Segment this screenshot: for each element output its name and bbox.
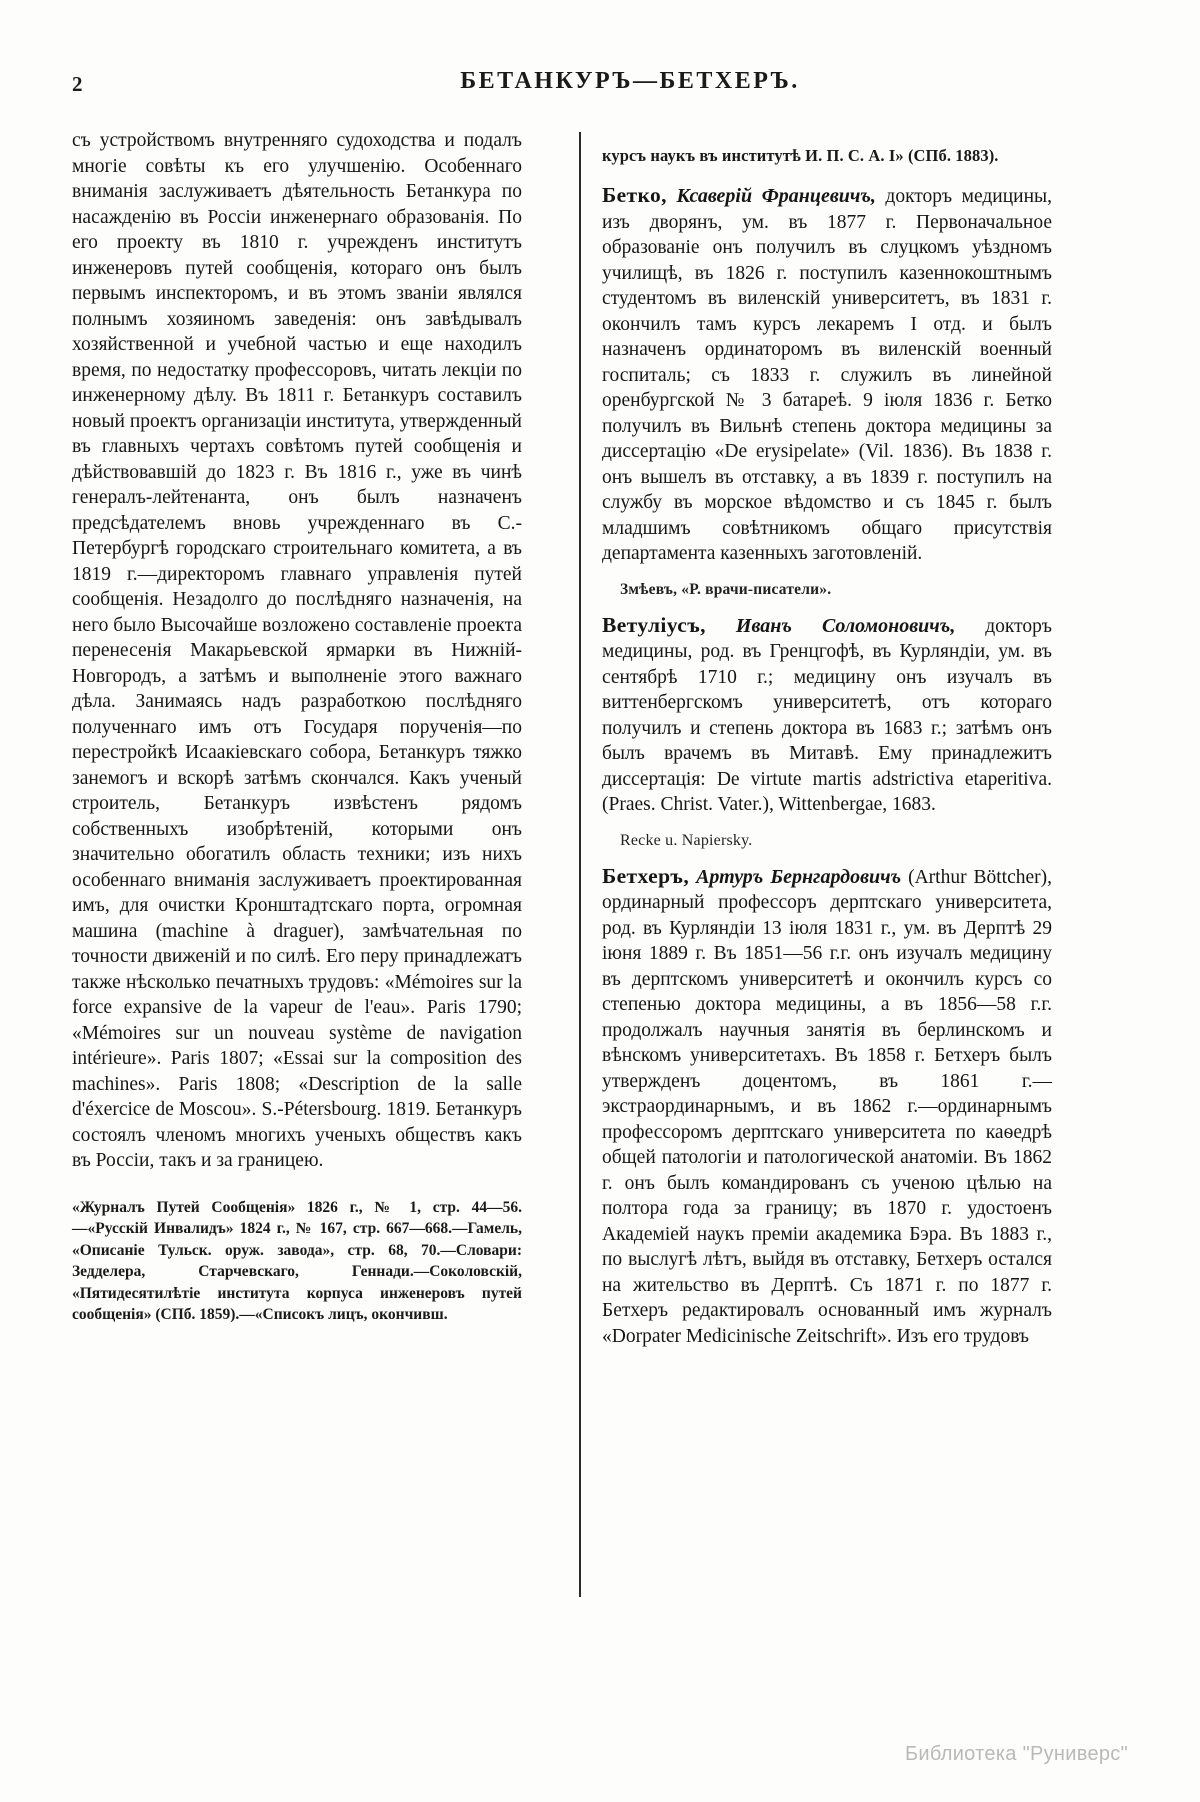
left-column-footnote: «Журналъ Путей Сообщенія» 1826 г., № 1, стр. 44—56.—«Русскій Инвалидъ» 1824 г., № 167, стр. 667—668.—Гамель, «Описаніе Тульск. оруж. завода», стр. 68, 70.—Словари: Зедделера, Старчевскаго, Геннади.—Соколовскій, «Пятидесятилѣтіе института корпуса инженеровъ путей сообщенія» (СПб. 1859).—«Списокъ лицъ, окончивш. <box>72 1198 522 1323</box>
library-watermark: Библиотека "Руниверс" <box>904 1743 1128 1765</box>
entry-headname: Артуръ Бернгардовичъ <box>696 865 902 888</box>
dictionary-entry-betcher <box>602 864 1052 1350</box>
two-column-body <box>72 128 1132 1628</box>
entry-text: докторъ медицины, изъ дворянъ, ум. въ 1877 г. Первоначальное образованіе онъ получилъ въ слуцкомъ уѣздномъ училищѣ, въ 1826 г. поступилъ казеннокоштнымъ студентомъ въ виленскій университетъ, въ 1831 г. окончилъ тамъ курсъ лекаремъ I отд. и былъ назначенъ ординаторомъ въ виленскій военный госпиталь; съ 1833 г. служилъ въ линейной оренбургской № 3 батареѣ. 9 іюля 1836 г. Бетко получилъ въ Вильнѣ степень доктора медицины за диссертацію «De erysipelate» (Vil. 1836). Въ 1838 г. онъ вышелъ въ отставку, а въ 1839 г. поступилъ на службу въ морское вѣдомство и съ 1845 г. былъ младшимъ совѣтникомъ общаго присутствія департамента казенныхъ заготовленій. <box>602 186 1052 564</box>
dictionary-entry-betko <box>602 183 1052 567</box>
left-column-continued-paragraph: съ устройствомъ внутренняго судоходства и подалъ многіе совѣты къ его улучшенію. Особеннаго вниманія заслуживаетъ дѣятельность Бетанкура по насажденію въ Россіи инженернаго образованія. По его проекту въ 1810 г. учрежденъ институтъ инженеровъ путей сообщенія, котораго онъ былъ первымъ инспекторомъ, и въ этомъ званіи являлся полнымъ хозяиномъ заведенія: онъ завѣдывалъ хозяйственной и учебной частью и еще находилъ время, по недостатку профессоровъ, читать лекціи по инженерному дѣлу. Въ 1811 г. Бетанкуръ составилъ новый проектъ организаціи института, утвержденный въ главныхъ чертахъ совѣтомъ путей сообщенія и дѣйствовавшій до 1823 г. Въ 1816 г., уже въ чинѣ генералъ-лейтенанта, онъ былъ назначенъ предсѣдателемъ вновь учрежденнаго въ С.-Петербургѣ городскаго строительнаго комитета, а въ 1819 г.—директоромъ главнаго управленія путей сообщенія. Незадолго до послѣдняго назначенія, на него было Высочайше возложено составленіе проекта перенесенія Макарьевской ярмарки въ Нижній-Новгородъ, а затѣмъ и выполненіе этого важнаго дѣла. Занимаясь надъ разработкою послѣдняго полученнаго имъ отъ Государя порученія—по перестройкѣ Исаакіевскаго собора, Бетанкуръ тяжко занемогъ и вскорѣ затѣмъ скончался. Какъ ученый строитель, Бетанкуръ извѣстенъ рядомъ собственныхъ изобрѣтеній, которыми онъ значительно обогатилъ область техники; изъ нихъ особеннаго вниманія заслуживаетъ проектированная имъ, для очистки Кронштадтскаго порта, огромная машина (machine à draguer), замѣчательная по точности движеній и по силѣ. Его перу принадлежатъ также нѣсколько печатныхъ трудовъ: «Mémoires sur la force expansive de la vapeur de l'eau». Paris 1790; «Mémoires sur un nouveau système de navigation intérieure». Paris 1807; «Essai sur la composition des machines». Paris 1808; «Description de la salle d'éxercice de Moscou». S.-Pétersbourg. 1819. Бетанкуръ состоялъ членомъ многихъ ученыхъ обществъ какъ въ Россіи, такъ и за границею. <box>72 130 522 1171</box>
entry-headword: Бетко, <box>602 183 667 207</box>
column-divider-rule <box>579 132 581 1597</box>
left-column <box>72 128 522 1341</box>
dictionary-entry-vetulius <box>602 613 1052 818</box>
right-column-continued-line: курсъ наукъ въ институтѣ И. П. С. А. I» (СПб. 1883). <box>602 145 999 165</box>
entry-text: докторъ медицины, род. въ Гренцгофѣ, въ Курляндіи, ум. въ сентябрѣ 1710 г.; медицину онъ изучалъ въ виттенбергскомъ университетѣ, отъ котораго получилъ и степень доктора въ 1683 г.; затѣмъ онъ былъ врачемъ въ Митавѣ. Ему принадлежитъ диссертація: De virtute martis adstrictiva etaperitiva. (Praes. Christ. Vater.), Wittenbergae, 1683. <box>602 615 1052 815</box>
entry-source-vetulius: Recke u. Napiersky. <box>620 831 753 849</box>
right-column <box>602 128 1052 1349</box>
running-head: БЕТАНКУРЪ—БЕТХЕРЪ. <box>460 68 800 94</box>
entry-headname: Иванъ Соломоновичъ, <box>735 614 956 637</box>
footnote-separator <box>72 1180 222 1181</box>
page-number: 2 <box>72 72 83 96</box>
entry-headword: Бетхеръ, <box>602 863 690 888</box>
entry-headword: Ветуліусъ, <box>602 612 706 637</box>
entry-text: (Arthur Böttcher), ординарный профессоръ дерптскаго университета, род. въ Курляндіи 13 іюля 1831 г., ум. въ Дерптѣ 29 іюня 1889 г. Въ 1851—56 г.г. онъ изучалъ медицину въ дерптскомъ университетѣ и окончилъ курсъ со степенью доктора медицины, а въ 1856—58 г.г. продолжалъ научныя занятія въ берлинскомъ и вѣнскомъ университетахъ. Въ 1858 г. Бетхеръ былъ утвержденъ доцентомъ, въ 1861 г.—экстраординарнымъ, и въ 1862 г.—ординарнымъ профессоромъ дерптскаго университета по каѳедрѣ общей патологіи и патологической анатоміи. Въ 1862 г. онъ былъ командированъ съ ученою цѣлью на полтора года за границу; въ 1870 г. удостоенъ Академіей наукъ преміи академика Бэра. Въ 1883 г., по выслугѣ лѣтъ, выйдя въ отставку, Бетхеръ остался на жительство въ Дерптѣ. Съ 1871 г. по 1877 г. Бетхеръ редактировалъ основанный имъ журналъ «Dorpater Medicinische Zeitschrift». Изъ его трудовъ <box>602 866 1053 1347</box>
entry-headname: Ксаверій Францевичъ, <box>676 185 876 207</box>
entry-source-betko: Змѣевъ, «Р. врачи-писатели». <box>620 580 832 598</box>
